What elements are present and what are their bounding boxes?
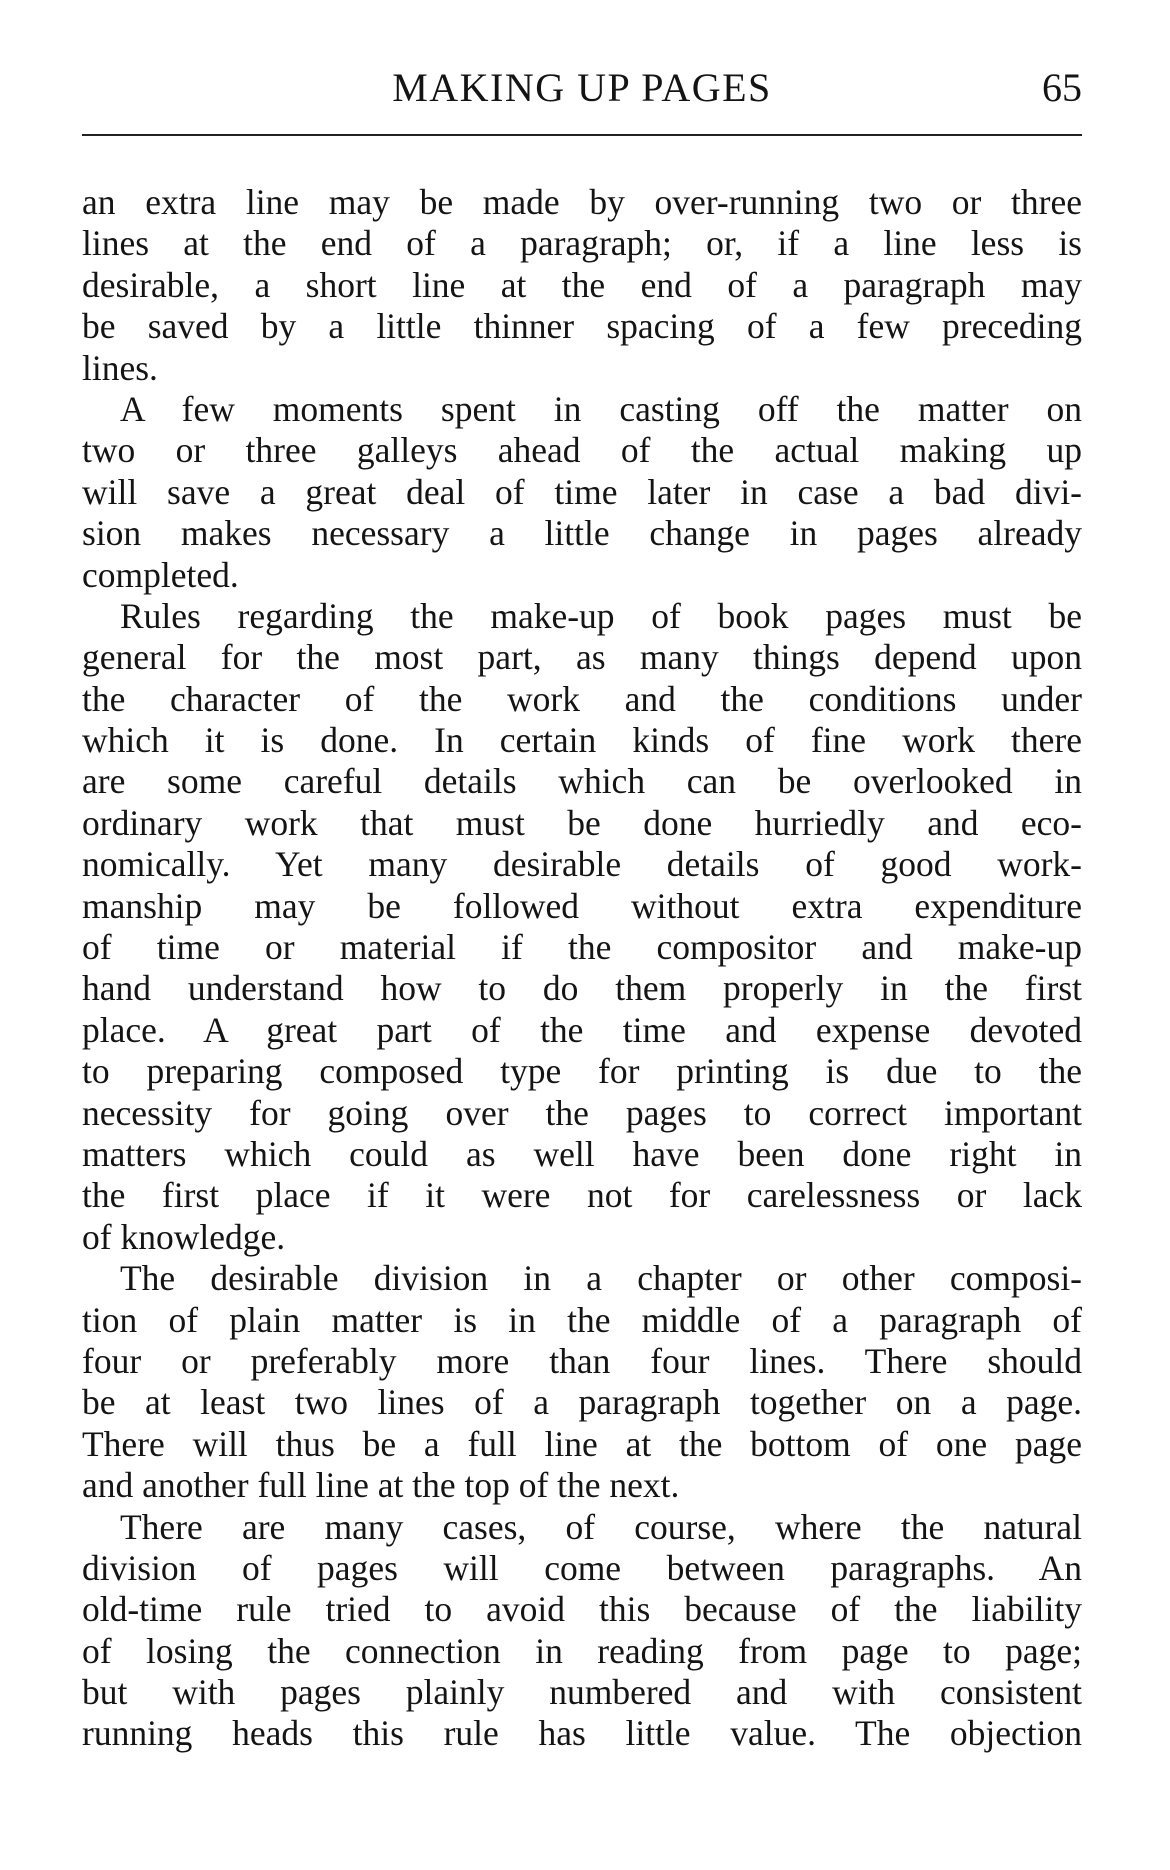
body-text bbox=[82, 182, 1082, 1755]
text-line: desirable, a short line at the end of a paragraph may bbox=[82, 264, 1082, 305]
text-line: are some careful details which can be overlooked in bbox=[82, 761, 1082, 802]
text-line: ordinary work that must be done hurriedly and eco- bbox=[82, 802, 1082, 843]
text-line: manship may be followed without extra expenditure bbox=[82, 885, 1082, 926]
text-line: A few moments spent in casting off the matter on bbox=[120, 388, 1082, 429]
text-line: be at least two lines of a paragraph together on a page. bbox=[82, 1382, 1082, 1423]
text-line: the character of the work and the conditions under bbox=[82, 678, 1082, 719]
text-line: old-time rule tried to avoid this because of the liability bbox=[82, 1589, 1082, 1630]
text-line: There will thus be a full line at the bottom of one page bbox=[82, 1423, 1082, 1464]
text-line: completed. bbox=[82, 554, 239, 595]
text-line: lines. bbox=[82, 347, 158, 388]
running-head-title: MAKING UP PAGES bbox=[392, 65, 772, 110]
text-line: but with pages plainly numbered and with consistent bbox=[82, 1672, 1082, 1713]
text-line: division of pages will come between paragraphs. An bbox=[82, 1547, 1082, 1588]
text-line: matters which could as well have been done right in bbox=[82, 1133, 1082, 1174]
text-line: four or preferably more than four lines. There should bbox=[82, 1340, 1082, 1381]
text-line: and another full line at the top of the next. bbox=[82, 1465, 680, 1506]
page-number: 65 bbox=[1042, 65, 1082, 110]
text-line: be saved by a little thinner spacing of a few preceding bbox=[82, 306, 1082, 347]
text-line: an extra line may be made by over-running two or three bbox=[82, 182, 1082, 222]
text-line: sion makes necessary a little change in pages already bbox=[82, 513, 1082, 554]
text-line: There are many cases, of course, where the natural bbox=[120, 1506, 1082, 1547]
text-line: hand understand how to do them properly in the first bbox=[82, 968, 1082, 1009]
text-line: of time or material if the compositor and make-up bbox=[82, 927, 1082, 968]
text-line: The desirable division in a chapter or other composi- bbox=[120, 1258, 1082, 1299]
text-line: necessity for going over the pages to correct important bbox=[82, 1092, 1082, 1133]
running-head bbox=[82, 62, 1082, 114]
text-line: place. A great part of the time and expense devoted bbox=[82, 1009, 1082, 1050]
text-line: two or three galleys ahead of the actual making up bbox=[82, 430, 1082, 471]
text-line: to preparing composed type for printing is due to the bbox=[82, 1051, 1082, 1092]
running-head-rule bbox=[82, 134, 1082, 136]
text-line: the first place if it were not for carelessness or lack bbox=[82, 1175, 1082, 1216]
text-line: of losing the connection in reading from page to page; bbox=[82, 1630, 1082, 1671]
text-line: of knowledge. bbox=[82, 1216, 286, 1257]
text-line: lines at the end of a paragraph; or, if a line less is bbox=[82, 223, 1082, 264]
text-line: which it is done. In certain kinds of fine work there bbox=[82, 720, 1082, 761]
text-line: will save a great deal of time later in case a bad divi- bbox=[82, 471, 1082, 512]
text-line: tion of plain matter is in the middle of a paragraph of bbox=[82, 1299, 1082, 1340]
text-line: running heads this rule has little value. The objection bbox=[82, 1713, 1082, 1754]
text-line: Rules regarding the make-up of book pages must be bbox=[120, 595, 1082, 636]
text-line: nomically. Yet many desirable details of good work- bbox=[82, 844, 1082, 885]
text-line: general for the most part, as many things depend upon bbox=[82, 637, 1082, 678]
